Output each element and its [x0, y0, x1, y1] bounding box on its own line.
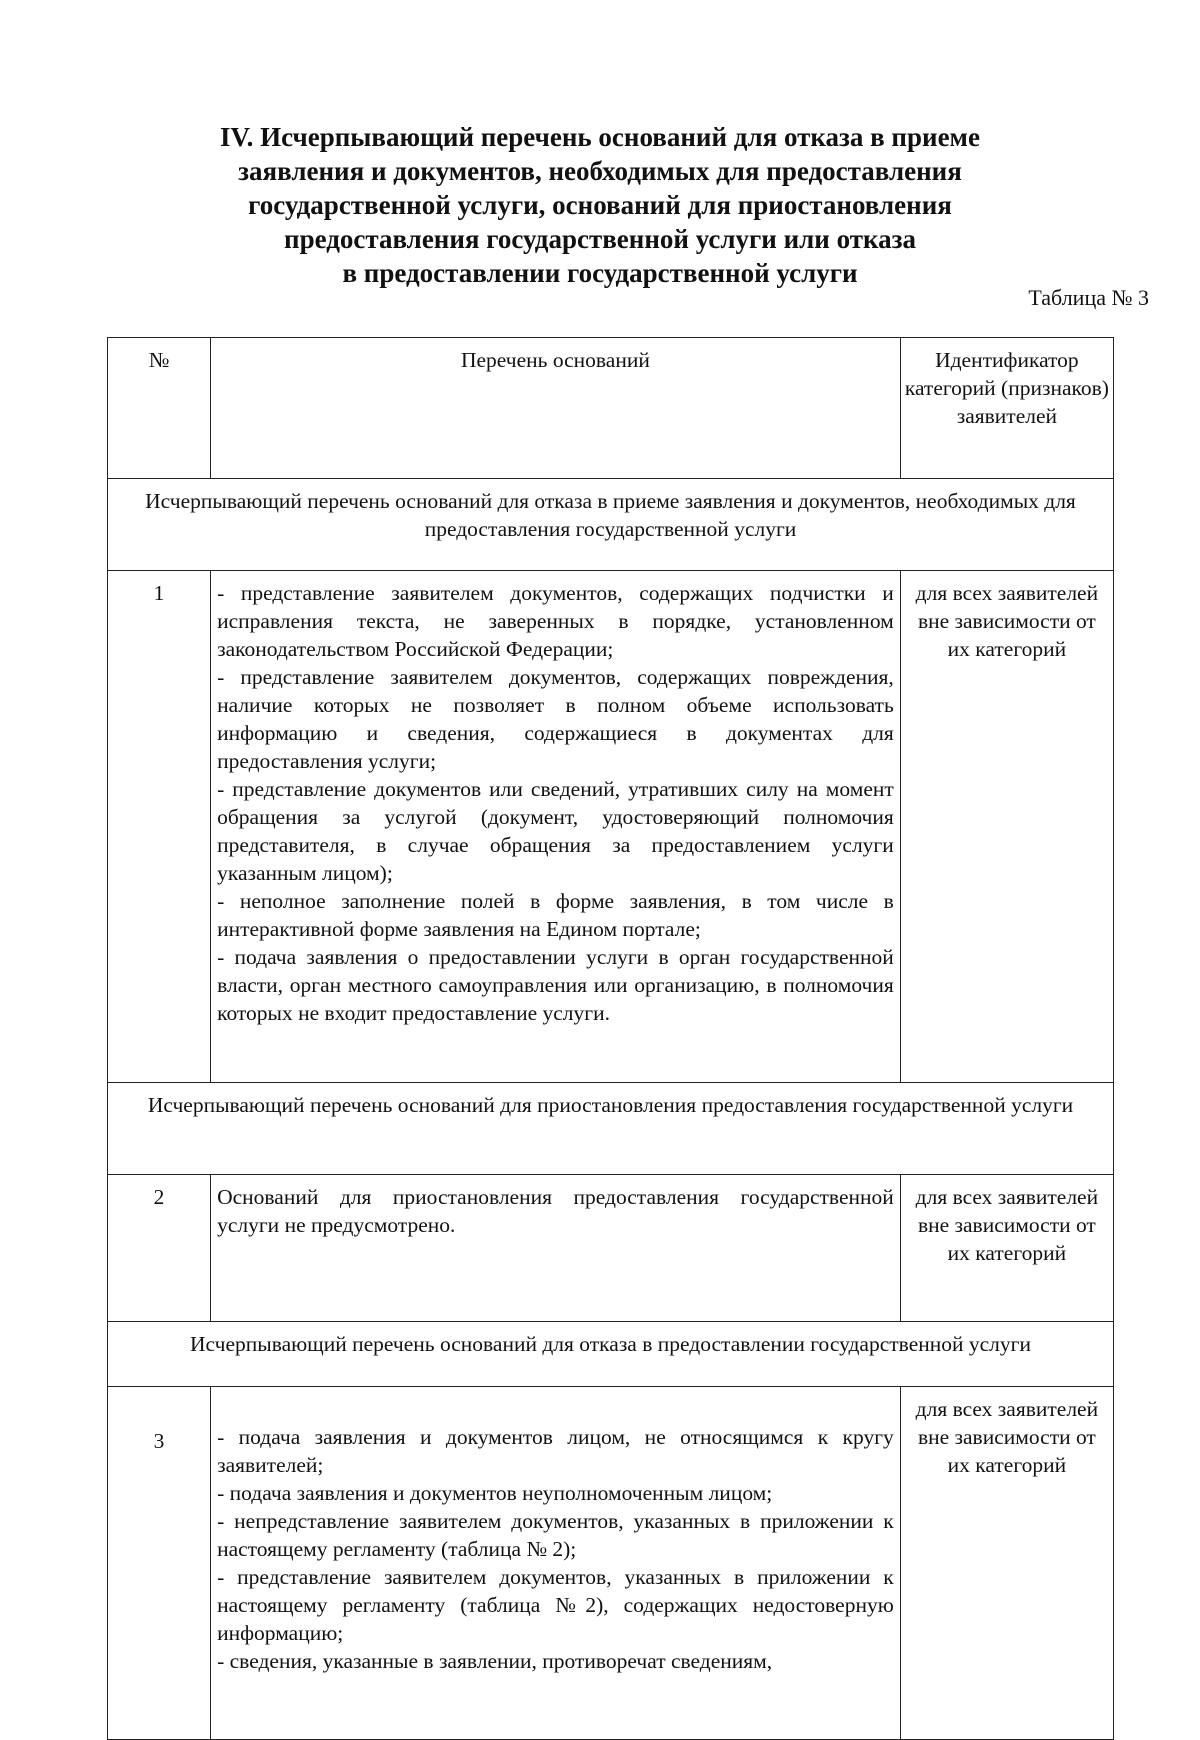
grounds-cell [211, 1175, 901, 1322]
table-row [108, 1175, 1114, 1322]
ground-item: - непредставление заявителем документов, указанных в приложении к настоящему регламенту (таблица № 2); [217, 1509, 894, 1561]
table-row [108, 571, 1114, 1083]
section-title [120, 120, 1080, 290]
table-row [108, 1387, 1114, 1740]
row-number: 3 [108, 1387, 211, 1740]
title-line: предоставления государственной услуги или отказа [284, 224, 916, 254]
grounds-cell [211, 1387, 901, 1740]
title-line: государственной услуги, оснований для приостановления [248, 190, 952, 220]
section-row [108, 1083, 1114, 1175]
header-grounds: Перечень оснований [211, 338, 901, 479]
section-title-suspension: Исчерпывающий перечень оснований для приостановления предоставления государственной услуги [108, 1083, 1114, 1175]
row-number: 2 [108, 1175, 211, 1322]
ground-item: - подача заявления и документов неуполномоченным лицом; [217, 1481, 773, 1505]
identifier-cell: для всех заявителей вне зависимости от их категорий [900, 571, 1113, 1083]
section-row [108, 479, 1114, 571]
ground-item: - подача заявления и документов лицом, не относящимся к кругу заявителей; [217, 1425, 894, 1477]
row-number: 1 [108, 571, 211, 1083]
ground-item: - подача заявления о предоставлении услуги в орган государственной власти, орган местного самоуправления или организацию, в полномочия которых не входит предоставление услуги. [217, 945, 894, 1025]
title-line: в предоставлении государственной услуги [342, 258, 858, 288]
title-line: заявления и документов, необходимых для предоставления [238, 156, 962, 186]
ground-item: - представление заявителем документов, содержащих подчистки и исправления текста, не заверенных в порядке, установленном законодательством Российской Федерации; [217, 581, 894, 661]
ground-item: - сведения, указанные в заявлении, противоречат сведениям, [217, 1649, 773, 1673]
grounds-table [107, 337, 1114, 1740]
section-title-refusal-service: Исчерпывающий перечень оснований для отказа в предоставлении государственной услуги [108, 1322, 1114, 1387]
identifier-cell: для всех заявителей вне зависимости от их категорий [900, 1175, 1113, 1322]
ground-item: Оснований для приостановления предоставления государственной услуги не предусмотрено. [217, 1185, 894, 1237]
section-row [108, 1322, 1114, 1387]
ground-item: - неполное заполнение полей в форме заявления, в том числе в интерактивной форме заявления на Едином портале; [217, 889, 894, 941]
ground-item: - представление заявителем документов, содержащих повреждения, наличие которых не позволяет в полном объеме использовать информацию и сведения, содержащиеся в документах для предоставления услуги; [217, 665, 894, 773]
header-num: № [108, 338, 211, 479]
header-identifier: Идентификатор категорий (признаков) заявителей [900, 338, 1113, 479]
table-number-label: Таблица № 3 [1028, 285, 1149, 310]
identifier-cell: для всех заявителей вне зависимости от их категорий [900, 1387, 1113, 1740]
title-line: IV. Исчерпывающий перечень оснований для отказа в приеме [220, 122, 980, 152]
ground-item: - представление документов или сведений, утративших силу на момент обращения за услугой (документ, удостоверяющий полномочия представителя, в случае обращения за предоставлением услуги указанным лицом); [217, 777, 894, 885]
table-header-row [108, 338, 1114, 479]
grounds-cell [211, 571, 901, 1083]
ground-item: - представление заявителем документов, указанных в приложении к настоящему регламенту (таблица №2), содержащих недостоверную информацию; [217, 1565, 894, 1645]
section-title-refusal-acceptance: Исчерпывающий перечень оснований для отказа в приеме заявления и документов, необходимых для предоставления государственной услуги [108, 479, 1114, 571]
